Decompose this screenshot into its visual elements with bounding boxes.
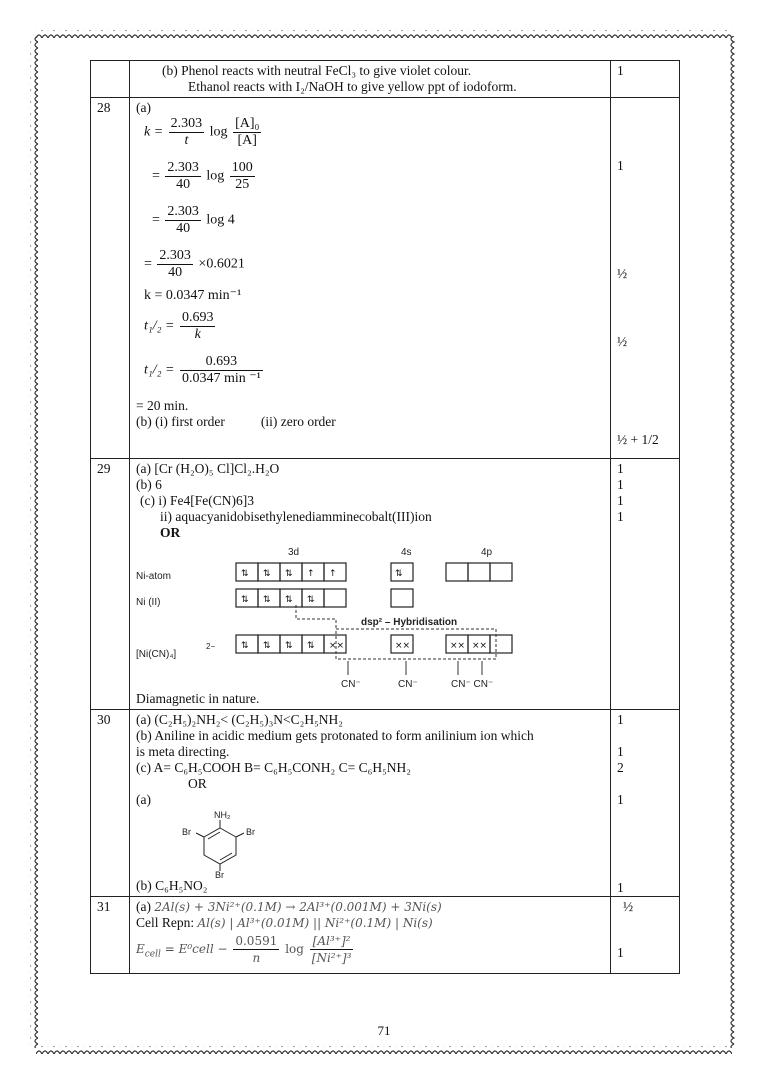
answer-c: (c) A= C₆H₅COOH B= C₆H₅CONH₂ C= C₆H₅NH₂ bbox=[136, 760, 412, 775]
electron-mark: ×× bbox=[472, 641, 488, 651]
question-number: 29 bbox=[91, 459, 130, 710]
table-row bbox=[91, 459, 680, 710]
marking-scheme-table bbox=[90, 60, 680, 974]
svg-text:dsp² – Hybridisation: dsp² – Hybridisation bbox=[361, 617, 458, 628]
nernst-equation: $E_{cell}$ = E⁰cell − $\frac{0.0591}{n}$ log $\frac{\text{[Al³⁺]²}}{\text{[Ni²⁺]³}}$ bbox=[136, 934, 352, 965]
hybridisation-diagram bbox=[136, 545, 536, 691]
svg-text:[Ni(CN)₄]: [Ni(CN)₄] bbox=[136, 649, 177, 660]
marks-cell bbox=[611, 897, 680, 974]
or-label: OR bbox=[160, 525, 181, 540]
answer-a: (a) [Cr (H₂O)₅ Cl]Cl₂.H₂O bbox=[136, 461, 280, 476]
k-result: k = 0.0347 min⁻¹ bbox=[144, 288, 242, 303]
half-life-substitution: t₁/₂ = $\frac{0.693}{\text{0.0347 min ⁻¹}}$ bbox=[144, 354, 261, 386]
answer-c2: ii) aquacyanidobisethylenediamminecobalt(III)ion bbox=[160, 509, 432, 524]
cell-representation: Cell Repn: Al(s) | Al³⁺(0.01M) || Ni²⁺(0.1M) | Ni(s) bbox=[136, 915, 433, 930]
electron-mark: ⇅ bbox=[241, 641, 249, 651]
answer-cell bbox=[130, 897, 611, 974]
step-3: = $\frac{2.303}{40}$ ×0.6021 bbox=[144, 248, 245, 280]
svg-text:Br: Br bbox=[215, 870, 224, 878]
answer-text: (b) Phenol reacts with neutral FeCl₃ to give violet colour. bbox=[162, 63, 472, 78]
step-1: = $\frac{2.303}{40}$ log $\frac{100}{25}$ bbox=[152, 160, 253, 192]
part-b: (b) (i) first order (ii) zero order bbox=[136, 414, 336, 429]
svg-text:4p: 4p bbox=[481, 547, 493, 558]
answer-c1: (c) i) Fe4[Fe(CN)6]3 bbox=[140, 493, 254, 508]
answer-b: (b) 6 bbox=[136, 477, 162, 492]
mark: 1 bbox=[617, 880, 624, 895]
mark: ½ bbox=[623, 899, 634, 914]
mark: ½ bbox=[617, 266, 628, 281]
step-2: = $\frac{2.303}{40}$ log 4 bbox=[152, 204, 235, 236]
answer-a: (a) (C₂H₅)₂NH₂< (C₂H₅)₃N<C₂H₅NH₂ bbox=[136, 712, 344, 727]
question-number: 30 bbox=[91, 710, 130, 897]
half-life-result: = 20 min. bbox=[136, 398, 189, 413]
svg-text:Ni-atom: Ni-atom bbox=[136, 571, 172, 582]
or-label: OR bbox=[188, 776, 207, 791]
electron-mark: ↑ bbox=[329, 569, 337, 579]
mark: 1 bbox=[617, 158, 624, 173]
answer-cell bbox=[130, 710, 611, 897]
electron-mark: ⇅ bbox=[307, 595, 315, 605]
orbital-box bbox=[490, 563, 512, 581]
part-label: (a) bbox=[136, 100, 151, 115]
electron-mark: ⇅ bbox=[263, 569, 271, 579]
svg-text:NH₂: NH₂ bbox=[214, 810, 231, 820]
electron-mark: ×× bbox=[450, 641, 466, 651]
answer-cell bbox=[130, 98, 611, 459]
marks-cell bbox=[611, 98, 680, 459]
answer-b-cont: is meta directing. bbox=[136, 744, 230, 759]
svg-text:CN⁻ CN⁻: CN⁻ CN⁻ bbox=[451, 679, 494, 690]
marks-cell: 1 bbox=[611, 61, 680, 98]
electron-mark: ⇅ bbox=[263, 641, 271, 651]
answer-cell bbox=[130, 61, 611, 98]
mark: 1 bbox=[617, 509, 624, 524]
orbital-box bbox=[446, 563, 468, 581]
mark: 1 bbox=[617, 461, 624, 476]
mark: ½ + 1/2 bbox=[617, 432, 659, 447]
diamagnetic-note: Diamagnetic in nature. bbox=[136, 691, 260, 706]
svg-text:Br: Br bbox=[246, 827, 255, 837]
mark: 1 bbox=[617, 493, 624, 508]
question-number: 28 bbox=[91, 98, 130, 459]
table-row bbox=[91, 61, 680, 98]
mark: 1 bbox=[617, 945, 624, 960]
svg-text:3d: 3d bbox=[288, 547, 300, 558]
electron-mark: ⇅ bbox=[241, 595, 249, 605]
mark: 1 bbox=[617, 477, 624, 492]
electron-mark: ⇅ bbox=[241, 569, 249, 579]
orbital-box bbox=[490, 635, 512, 653]
electron-mark: ⇅ bbox=[263, 595, 271, 605]
answer-a2: (a) bbox=[136, 792, 151, 807]
svg-text:Br: Br bbox=[182, 827, 191, 837]
mark: 1 bbox=[617, 744, 624, 759]
orbital-box bbox=[324, 589, 346, 607]
marks-cell bbox=[611, 459, 680, 710]
rate-equation: k = $\frac{2.303}{t}$ log $\frac{\text{[A]₀}}{[A]}$ bbox=[144, 116, 260, 148]
answer-b: (b) Aniline in acidic medium gets protonated to form anilinium ion which bbox=[136, 728, 534, 743]
question-number: 31 bbox=[91, 897, 130, 974]
electron-mark: ×× bbox=[395, 641, 411, 651]
svg-text:2−: 2− bbox=[206, 642, 216, 651]
electron-mark: ↑ bbox=[307, 569, 315, 579]
mark: 1 bbox=[617, 792, 624, 807]
half-life-formula: t₁/₂ = $\frac{0.693}{k}$ bbox=[144, 310, 214, 342]
table-row bbox=[91, 710, 680, 897]
electron-mark: ⇅ bbox=[307, 641, 315, 651]
reaction-line: (a) 2Al(s) + 3Ni²⁺(0.1M) → 2Al³⁺(0.001M) + 3Ni(s) bbox=[136, 899, 442, 914]
svg-text:CN⁻: CN⁻ bbox=[398, 679, 418, 690]
orbital-box bbox=[468, 563, 490, 581]
electron-mark: ⇅ bbox=[285, 641, 293, 651]
answer-b-last: (b) C₆H₅NO₂ bbox=[136, 878, 208, 893]
electron-mark: ⇅ bbox=[395, 569, 403, 579]
mark: 1 bbox=[617, 712, 624, 727]
marks-cell bbox=[611, 710, 680, 897]
tribromoaniline-structure bbox=[166, 808, 286, 878]
electron-mark: ⇅ bbox=[285, 595, 293, 605]
table-row bbox=[91, 897, 680, 974]
answer-text: Ethanol reacts with I₂/NaOH to give yellow ppt of iodoform. bbox=[188, 79, 517, 94]
orbital-box bbox=[391, 589, 413, 607]
table-row bbox=[91, 98, 680, 459]
electron-mark: ×× bbox=[329, 641, 345, 651]
svg-text:4s: 4s bbox=[401, 547, 412, 558]
page-number: 71 bbox=[377, 1023, 391, 1038]
mark: 2 bbox=[617, 760, 624, 775]
electron-mark: ⇅ bbox=[285, 569, 293, 579]
svg-text:Ni (II): Ni (II) bbox=[136, 597, 161, 608]
svg-text:CN⁻: CN⁻ bbox=[341, 679, 361, 690]
mark: ½ bbox=[617, 334, 628, 349]
answer-cell bbox=[130, 459, 611, 710]
